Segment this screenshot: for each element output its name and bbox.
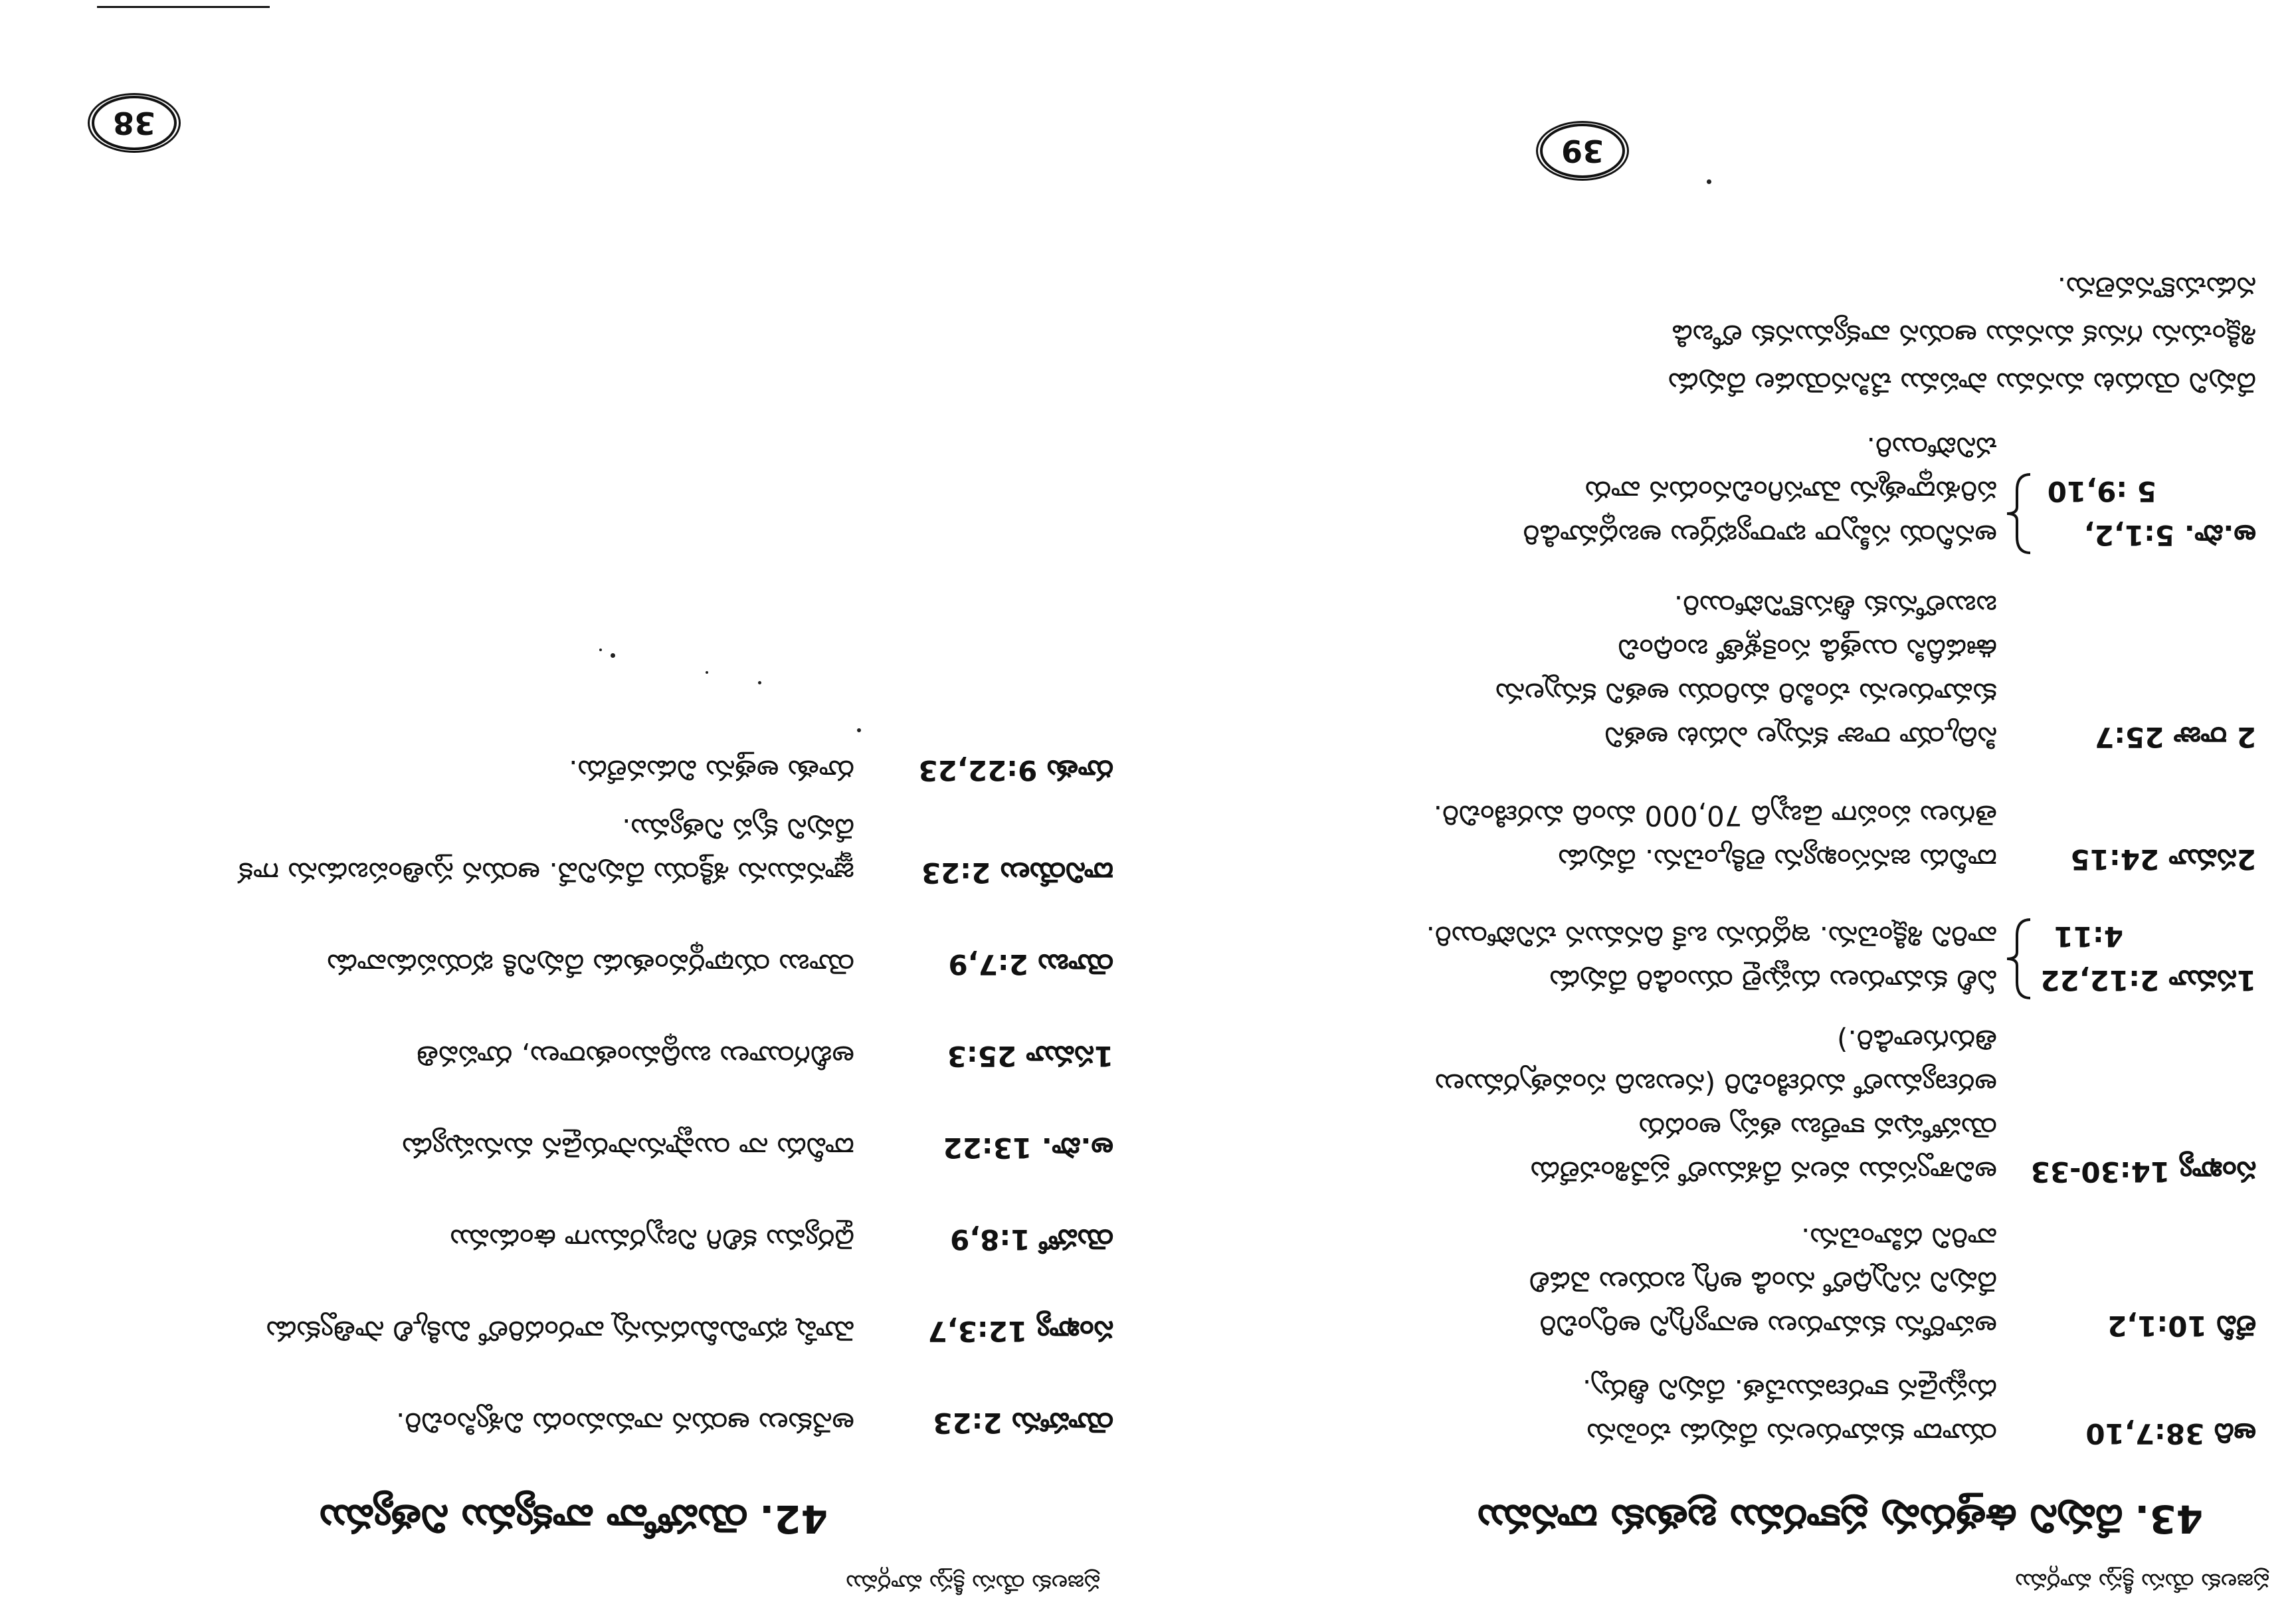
entry-line: మోషే భూమిమీదనున్న వారందరిలో మిక్కిలి సాత్వికుడు (266, 1315, 854, 1348)
entry-reference: యోహాను 2:23 (933, 1407, 1113, 1439)
brace-mark (1997, 470, 2037, 557)
section-number: 42. (759, 1496, 828, 1542)
entry-line: యోబు యథార్థవంతుడు దేవునికి భయపడువాడు (327, 948, 854, 981)
entry-reference: లేవీ 10:1,2 (2107, 1310, 2256, 1342)
entry-reference: ఆది 38:7,10 (2085, 1417, 2256, 1450)
closing-line: దేవుని యెదుట మనము పాపము చేసినయెడల దేవుడు (1668, 367, 2256, 399)
page-number-38: 38 (92, 96, 177, 150)
entry-reference: 2 రాజు 25:7 (2095, 721, 2256, 754)
entry-reference-secondary: 5 :9,10 (2047, 475, 2156, 508)
entry-body (57, 807, 854, 894)
running-head: ప్రజలకు యేసు క్రీస్తు మార్గము (2015, 1568, 2269, 1595)
entry-body (57, 942, 854, 986)
entry-line: జ్ఞానమును శక్తియు దేవునివే. ఆయన స్తుతింపబడును గాక (239, 857, 854, 889)
entry-reference: యోబు 2:7,9 (948, 948, 1113, 981)
entry-line: యెహోషువ కాలేబు తప్ప అందరు (1638, 1112, 1997, 1144)
entry-line: దేవుని కృప నిత్యము. (622, 813, 854, 845)
running-head: ప్రజలకు యేసు క్రీస్తు మార్గము (846, 1569, 1100, 1596)
scan-edge-rule (97, 6, 270, 8)
entry-line: రూతు అత్తను విడువలేదు. (569, 754, 854, 787)
entry-line: అరణ్యములో మరణించిరి (నలుబది సంవత్సరములు (1434, 1068, 1997, 1100)
entry-reference: రూతు 9:22,23 (918, 754, 1113, 787)
section-title-43 (1478, 1486, 2203, 1542)
scan-speck (599, 649, 602, 651)
entry-line: ధైర్యము కలిగి నిబ్బరముగా ఉండుము (450, 1223, 854, 1256)
entry-reference: సంఖ్యా 14:30-33 (2030, 1156, 2256, 1188)
entry-line: అనేకులు ఆయన నామమందు విశ్వసించిరి. (396, 1407, 854, 1439)
entry-body (1200, 1018, 1997, 1193)
entry-line: చనిపోయిరి. (1866, 431, 1997, 464)
scan-speck (758, 681, 761, 684)
entry-line: సిద్కియా రాజు కన్నుల ఎదుట అతని (1604, 721, 1997, 754)
entry-reference: యెహో 1:8,9 (950, 1223, 1113, 1256)
page-38 (0, 0, 1147, 1616)
entry-line: అననీయ సప్పీరా భార్యాభర్తలు అబద్ధమాడిరి (1523, 519, 1997, 552)
entry-line: దేవుని సన్నిధిలో నుండి అగ్ని బయలు వెడలి (1529, 1266, 1997, 1298)
entry-line: దుష్టుడైన కారణముచేత. దేవుని తీర్పు. (1582, 1373, 1997, 1406)
entry-line: యూదా కుమారులను దేవుడు చంపెను (1586, 1417, 1997, 1450)
entry-line: ఊడదీసి యిత్తడి సంకెళ్లతో బంధించి (1618, 633, 1997, 666)
entry-line: దావీదు జనసంఖ్యను లెక్కించెను. దేవుడు (1558, 843, 1997, 876)
scan-speck (857, 728, 861, 732)
entry-reference (2017, 469, 2256, 557)
entry-reference: దానియేలు 2:23 (921, 857, 1113, 889)
entry-body (1200, 914, 1997, 1002)
entry-line: కుమారులను చంపిరి మరియు అతని కన్నులను (1495, 677, 1997, 710)
entry-body (1200, 1216, 1997, 1348)
closing-line: శిక్షించును గనుక మనము ఆయన వాక్యమునకు లోబడి (1672, 319, 2256, 352)
entry-reference: 2సమూ 24:15 (2070, 843, 2256, 876)
entry-reference: అ.పొ. 13:22 (943, 1132, 1113, 1164)
section-number: 43. (2135, 1496, 2203, 1542)
entry-reference: సంఖ్యా 12:3,7 (927, 1315, 1113, 1348)
entry-reference-primary: అ.పొ. 5:1,2, (2083, 519, 2256, 552)
entry-reference-primary: 1సమూ 2:12,22 (2040, 964, 2256, 997)
entry-body (1200, 1367, 1997, 1455)
entry-line: అహరోను కుమారులు అన్యాగ్నిని అర్పించిరి (1539, 1310, 1997, 1342)
brace-mark (1997, 916, 2037, 1002)
entry-line: తెగులు పంపగా డెబ్బది 70,000 మంది మరణించిరి. (1433, 799, 1997, 832)
entry-reference-secondary: 4:11 (2054, 920, 2123, 953)
entry-body (57, 1126, 854, 1169)
entry-reference: 1సమూ 25:3 (947, 1040, 1113, 1072)
scan-speck (611, 653, 615, 658)
entry-body (1200, 425, 1997, 557)
entry-body (1200, 793, 1997, 881)
page-39 (1333, 0, 2296, 1616)
entry-line: తిరుగులాడిరి.) (1837, 1024, 1997, 1057)
section-title-text: యెహోవా వాక్యము నిత్యము (320, 1496, 748, 1542)
entry-body (57, 1217, 854, 1261)
entry-line: అబీగయీలు బుద్ధిమంతురాలు, రూపవతి (417, 1040, 854, 1072)
entry-body (57, 1034, 854, 1078)
entry-line: ఏలీ కుమారులు దుష్టులై యుండిరి దేవుడు (1549, 964, 1997, 997)
page-number-39: 39 (1540, 124, 1625, 178)
scan-speck (706, 671, 708, 674)
entry-body (57, 1309, 854, 1353)
entry-line: వారిని దహించెను. (1801, 1222, 1997, 1255)
entry-line: వారిని శిక్షించెను. ఇద్దరును ఒకే దినమున చనిపోయిరి. (1426, 920, 1997, 953)
entry-line: అవిశ్వాసము వలన దేశములో ప్రవేశించలేదు (1530, 1156, 1997, 1188)
entry-reference (2017, 914, 2256, 1002)
entry-body (57, 748, 854, 792)
entry-line: పరిశుద్ధాత్మను మోసగించినందున వారు (1584, 475, 1997, 508)
section-title-text: దేవుని ఉత్తరువు ప్రకారము బ్రతుకు దానము (1478, 1496, 2123, 1542)
scan-speck (1707, 179, 1711, 184)
entry-line: దావీదు నా యిష్టానుసారుడైన మనుష్యుడు (402, 1132, 854, 1164)
entry-body (1200, 583, 1997, 759)
entry-body (57, 1401, 854, 1445)
closing-paragraph (1668, 263, 2256, 407)
closing-line: నడుచుకొనవలెను. (2057, 271, 2256, 304)
section-title-42 (320, 1486, 828, 1542)
entry-line: బబులోనుకు తీసుకొనిపోయిరి. (1674, 589, 1997, 622)
